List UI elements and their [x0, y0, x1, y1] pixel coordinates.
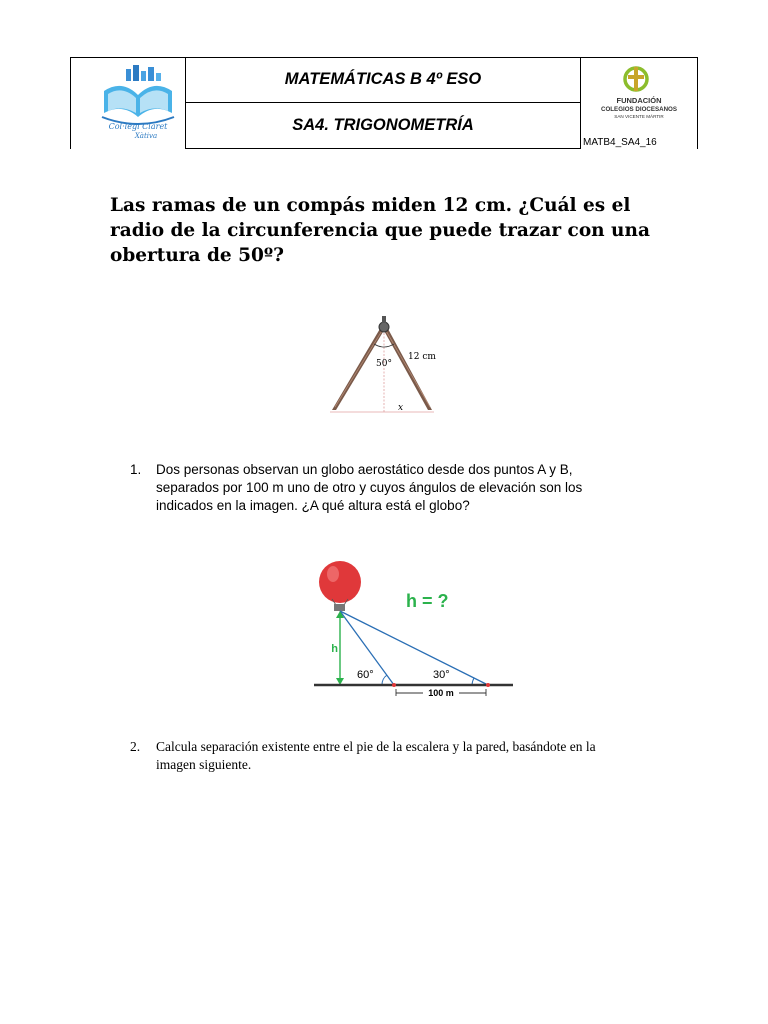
- compass-length-label: 12 cm: [408, 352, 436, 362]
- header-divider-2: [580, 57, 581, 149]
- angle-a-label: 60°: [357, 669, 374, 681]
- school-logo: [92, 61, 184, 143]
- angle-b-label: 30°: [433, 669, 450, 681]
- height-label: h: [331, 643, 338, 655]
- header-border-left: [70, 57, 71, 149]
- svg-text:FUNDACIÓN: FUNDACIÓN: [616, 96, 662, 105]
- balloon-figure: [310, 555, 515, 697]
- compass-angle-label: 50°: [376, 359, 392, 369]
- svg-text:SAN VICENTE MÁRTIR: SAN VICENTE MÁRTIR: [614, 114, 664, 119]
- item-number: 2.: [130, 739, 141, 754]
- item-text: Calcula separación existente entre el pie de la escalera y la pared, basándote en la imagen siguiente.: [156, 739, 596, 772]
- svg-text:COLEGIOS DIOCESANOS: COLEGIOS DIOCESANOS: [601, 106, 677, 113]
- svg-text:Xàtiva: Xàtiva: [134, 132, 158, 140]
- header-table: [70, 57, 698, 149]
- compass-base-label: x: [398, 403, 404, 413]
- question-label: h = ?: [406, 591, 449, 611]
- header-title: MATEMÁTICAS B 4º ESO: [284, 70, 482, 88]
- svg-text:Col·legi Claret: Col·legi Claret: [108, 122, 168, 131]
- compass-figure: [330, 315, 440, 415]
- document-code: MATB4_SA4_16: [583, 137, 657, 148]
- item-number: 1.: [130, 462, 142, 477]
- distance-label: 100 m: [428, 688, 454, 697]
- item-text: Dos personas observan un globo aerostático desde dos puntos A y B, separados por 100 m uno de otro y cuyos ángulos de elevación son los indicados en la imagen. ¿A qué altura está el globo?: [156, 462, 583, 513]
- foundation-logo: [582, 63, 696, 123]
- header-border-right: [697, 57, 698, 149]
- question-compass: Las ramas de un compás miden 12 cm. ¿Cuál es el radio de la circunferencia que puede trazar con una obertura de 50º?: [110, 195, 650, 266]
- balloon-icon: [319, 561, 361, 603]
- header-subtitle: SA4. TRIGONOMETRÍA: [292, 116, 474, 134]
